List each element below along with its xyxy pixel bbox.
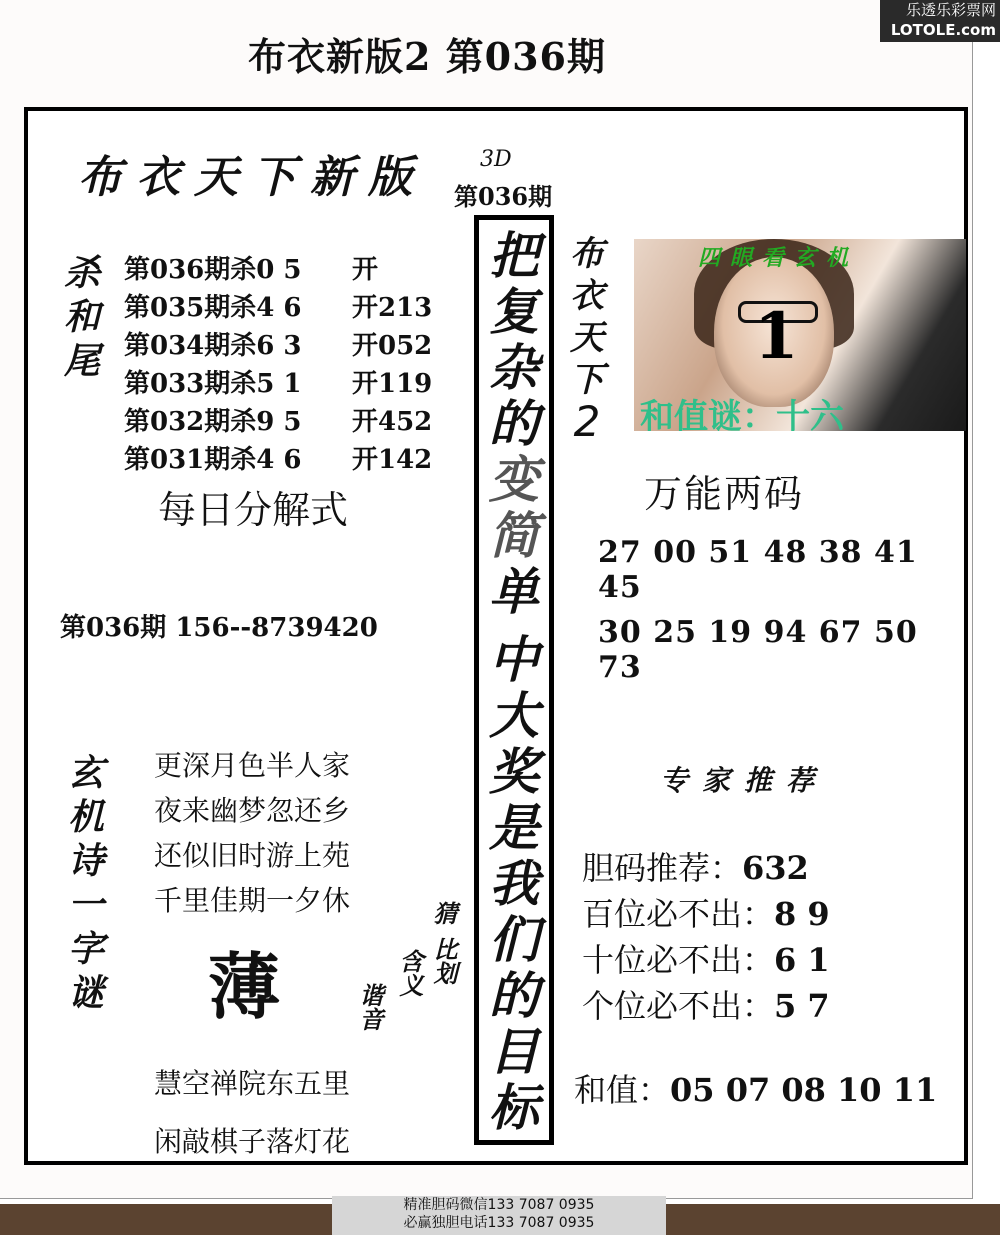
slogan-char: 简	[489, 506, 539, 565]
universal-title: 万能两码	[644, 472, 805, 516]
universal-codes-line1: 27 00 51 48 38 41 45	[598, 535, 918, 605]
brand-3d-tag: 3D	[480, 147, 512, 172]
kill-label-char: 和	[64, 296, 101, 338]
rec-label: 百位必不出：	[582, 895, 775, 933]
slogan-text	[479, 228, 549, 1136]
riddle-hint: 谐音	[355, 983, 384, 1031]
slogan-char: 单	[489, 562, 539, 621]
photo-digit: 1	[754, 299, 799, 374]
kill-row	[124, 251, 432, 289]
slogan-column	[474, 215, 554, 1145]
kill-tail-list	[124, 251, 432, 479]
slogan-char: 标	[489, 1078, 539, 1137]
extra-poem-lines	[154, 1055, 350, 1171]
open-text: 开213	[352, 293, 433, 323]
poem-line: 更深月色半人家	[154, 749, 351, 782]
slogan-char: 的	[489, 394, 539, 453]
right-brand-char: 衣	[570, 276, 604, 316]
slogan-char: 中	[489, 630, 539, 689]
rec-row	[582, 983, 830, 1029]
slogan-char: 的	[489, 966, 539, 1025]
sum-values	[574, 1065, 937, 1111]
slogan-char: 是	[489, 798, 539, 857]
slogan-char: 我	[489, 854, 539, 913]
poem-label-char: 字	[68, 928, 105, 970]
open-text: 开119	[352, 369, 433, 399]
poem-label	[68, 751, 104, 1015]
expert-recs	[582, 845, 830, 1029]
rec-row	[582, 891, 830, 937]
slogan-char: 们	[489, 910, 539, 969]
open-text: 开	[352, 255, 379, 285]
right-brand-char: 天	[570, 318, 604, 358]
kill-text: 第033期杀5 1	[124, 369, 302, 399]
kill-text: 第036期杀0 5	[124, 255, 302, 285]
poem-line: 还似旧时游上苑	[154, 839, 351, 872]
poem-line: 夜来幽梦忽还乡	[154, 794, 351, 827]
extra-line: 闲敲棋子落灯花	[154, 1125, 351, 1158]
rec-row	[582, 937, 830, 983]
kill-text: 第034期杀6 3	[124, 331, 302, 361]
right-brand-vertical	[570, 233, 604, 446]
main-board	[24, 107, 968, 1165]
poem-label-char: 诗	[68, 840, 105, 882]
rec-value: 5 7	[774, 987, 830, 1025]
sum-label: 和值：	[574, 1071, 671, 1109]
kill-row	[124, 403, 432, 441]
riddle-character: 薄	[208, 944, 281, 1029]
riddle-hint: 含义	[395, 949, 424, 997]
poem-line: 千里佳期一夕休	[154, 884, 351, 917]
rec-label: 个位必不出：	[582, 987, 775, 1025]
daily-formula-title: 每日分解式	[158, 488, 349, 532]
site-watermark[interactable]	[880, 0, 1000, 42]
poem-label-char: 谜	[68, 972, 105, 1014]
right-brand-char: 布	[570, 234, 604, 274]
slogan-char: 复	[489, 282, 539, 341]
kill-row	[124, 365, 432, 403]
footer-phone: 必赢独胆电话133 7087 0935	[403, 1215, 595, 1231]
universal-codes-line2: 30 25 19 94 67 50 73	[598, 615, 918, 685]
watermark-domain: LOTOLE.com	[890, 21, 996, 39]
rec-value: 6 1	[774, 941, 830, 979]
kill-tail-label	[64, 251, 100, 383]
brand-title: 布衣天下新版	[78, 152, 426, 203]
kill-row	[124, 441, 432, 479]
rec-label: 胆码推荐：	[582, 849, 743, 887]
open-text: 开052	[352, 331, 433, 361]
slogan-char: 把	[489, 226, 539, 285]
rec-row	[582, 845, 830, 891]
rec-value: 632	[742, 849, 809, 887]
right-brand-char: 下	[570, 360, 604, 400]
photo-caption: 四眼看玄机	[698, 245, 859, 271]
kill-row	[124, 289, 432, 327]
brand-issue: 第036期	[454, 182, 553, 211]
watermark-cn: 乐透乐彩票网	[905, 1, 996, 19]
footer-wechat: 精准胆码微信133 7087 0935	[403, 1197, 595, 1213]
slogan-char: 杂	[489, 338, 539, 397]
riddle-hint: 猜	[429, 901, 458, 925]
slogan-char: 变	[489, 450, 539, 509]
riddle-hints	[338, 901, 468, 1041]
slogan-char: 目	[489, 1022, 539, 1081]
poem-label-char: 一	[68, 884, 105, 926]
kill-text: 第035期杀4 6	[124, 293, 302, 323]
rec-label: 十位必不出：	[582, 941, 775, 979]
expert-title: 专家推荐	[660, 764, 829, 797]
kill-label-char: 杀	[64, 252, 101, 294]
rec-value: 8 9	[774, 895, 830, 933]
slogan-char: 大	[489, 686, 539, 745]
poem-lines	[154, 743, 350, 923]
poem-label-char: 机	[68, 796, 105, 838]
footer-contact[interactable]	[332, 1196, 666, 1235]
open-text: 开452	[352, 407, 433, 437]
kill-text: 第031期杀4 6	[124, 445, 302, 475]
photo-card	[634, 239, 966, 431]
riddle-hint: 比划	[429, 937, 458, 985]
kill-label-char: 尾	[64, 340, 101, 382]
kill-text: 第032期杀9 5	[124, 407, 302, 437]
kill-row	[124, 327, 432, 365]
photo-riddle: 和值谜：十六	[640, 397, 844, 431]
slogan-char: 奖	[489, 742, 539, 801]
page-title: 布衣新版2 第036期	[248, 34, 606, 79]
sum-value: 05 07 08 10 11	[670, 1071, 938, 1109]
poem-label-char: 玄	[68, 752, 105, 794]
open-text: 开142	[352, 445, 433, 475]
extra-line: 慧空禅院东五里	[154, 1067, 351, 1100]
daily-formula: 第036期 156--8739420	[60, 613, 378, 643]
right-brand-number: 2	[573, 397, 601, 446]
